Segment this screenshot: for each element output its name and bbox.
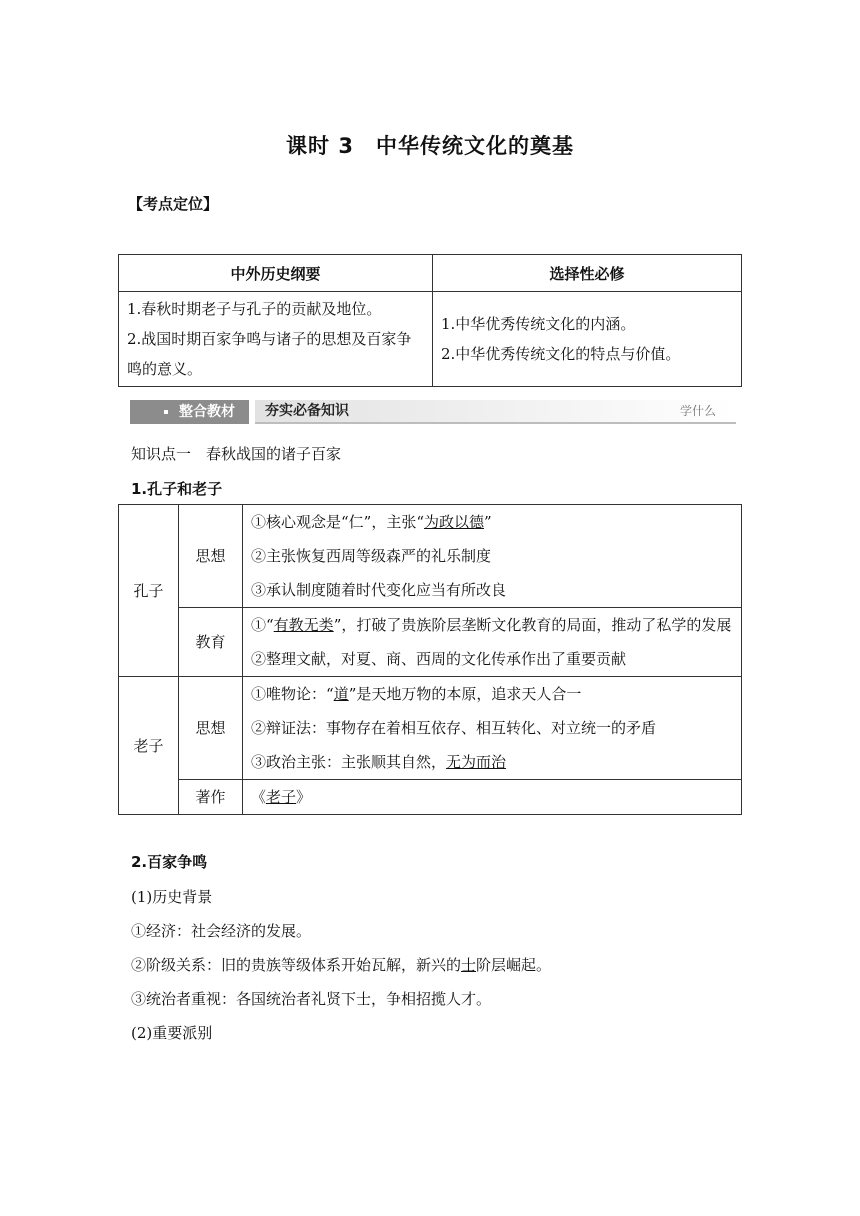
text-run: ”，打破了贵族阶层垄断文化教育的局面，推动了私学的发展 [333, 616, 732, 634]
text-run: ”是天地万物的本原，追求天人合一 [348, 685, 582, 703]
category-zhuzuo: 著作 [179, 780, 243, 815]
laozi-work-cell [243, 780, 742, 815]
kongzi-thought-3: ③承认制度随着时代变化应当有所改良 [251, 581, 507, 599]
kongzi-edu-cell [243, 608, 742, 677]
curriculum-table [118, 254, 742, 387]
underlined-term: 无为而治 [446, 753, 507, 771]
person-kongzi: 孔子 [119, 505, 179, 677]
kongzi-thought-cell [243, 505, 742, 608]
gangyao-item: 2.战国时期百家争鸣与诸子的思想及百家争鸣的意义。 [127, 330, 412, 378]
gangyao-item: 1.春秋时期老子与孔子的贡献及地位。 [127, 300, 382, 318]
text-run: ” [484, 513, 492, 531]
text-run: ②阶级关系：旧的贵族等级体系开始瓦解，新兴的 [131, 956, 462, 974]
banner-tag-label: 整合教材 [179, 404, 235, 420]
banner-heading: 夯实必备知识 [265, 403, 349, 419]
category-sixiang: 思想 [179, 677, 243, 780]
banner-bar [255, 400, 736, 424]
underlined-term: 有教无类 [273, 616, 334, 634]
text-run: ①“ [251, 616, 274, 634]
underlined-term: 道 [333, 685, 349, 703]
section-label-kaodian: 【考点定位】 [128, 195, 219, 213]
laozi-thought-cell [243, 677, 742, 780]
text-run: 》 [296, 788, 312, 806]
section-heading: 1.孔子和老子 [131, 480, 223, 498]
banner-tag [130, 400, 249, 424]
cell-gangyao [119, 292, 433, 387]
header-xuanze: 选择性必修 [433, 255, 742, 292]
underlined-term: 士 [461, 956, 477, 974]
text-run: 《 [251, 788, 267, 806]
section-banner [130, 400, 736, 424]
category-jiaoyu: 教育 [179, 608, 243, 677]
text-run: ①核心观念是“仁”，主张“ [251, 513, 425, 531]
paragraph: ①经济：社会经济的发展。 [131, 922, 312, 940]
person-laozi: 老子 [119, 677, 179, 815]
section-heading: 2.百家争鸣 [131, 853, 208, 871]
cell-xuanze [433, 292, 742, 387]
laozi-thought-1 [251, 677, 735, 711]
kongzi-thought-2: ②主张恢复西周等级森严的礼乐制度 [251, 547, 492, 565]
header-gangyao: 中外历史纲要 [119, 255, 433, 292]
category-sixiang: 思想 [179, 505, 243, 608]
page-title: 课时 3 中华传统文化的奠基 [286, 134, 574, 158]
knowledge-point-title: 知识点一 春秋战国的诸子百家 [131, 445, 342, 463]
laozi-thought-2: ②辩证法：事物存在着相互依存、相互转化、对立统一的矛盾 [251, 719, 657, 737]
banner-subtag: 学什么 [679, 404, 716, 418]
underlined-term: 老子 [266, 788, 297, 806]
kongzi-edu-1 [251, 608, 735, 642]
paragraph: (2)重要派别 [131, 1024, 213, 1042]
text-run: ①唯物论：“ [251, 685, 334, 703]
laozi-thought-3 [251, 745, 735, 779]
kongzi-laozi-table [118, 504, 742, 815]
xuanze-item: 2.中华优秀传统文化的特点与价值。 [441, 345, 681, 363]
kongzi-edu-2: ②整理文献，对夏、商、西周的文化传承作出了重要贡献 [251, 650, 627, 668]
paragraph: (1)历史背景 [131, 888, 213, 906]
square-bullet-icon [164, 410, 168, 414]
xuanze-item: 1.中华优秀传统文化的内涵。 [441, 315, 636, 333]
kongzi-thought-1 [251, 505, 735, 539]
paragraph: ③统治者重视：各国统治者礼贤下士，争相招揽人才。 [131, 990, 492, 1008]
paragraph [131, 954, 551, 975]
underlined-term: 为政以德 [424, 513, 485, 531]
text-run: 阶层崛起。 [476, 956, 552, 974]
text-run: ③政治主张：主张顺其自然， [251, 753, 447, 771]
